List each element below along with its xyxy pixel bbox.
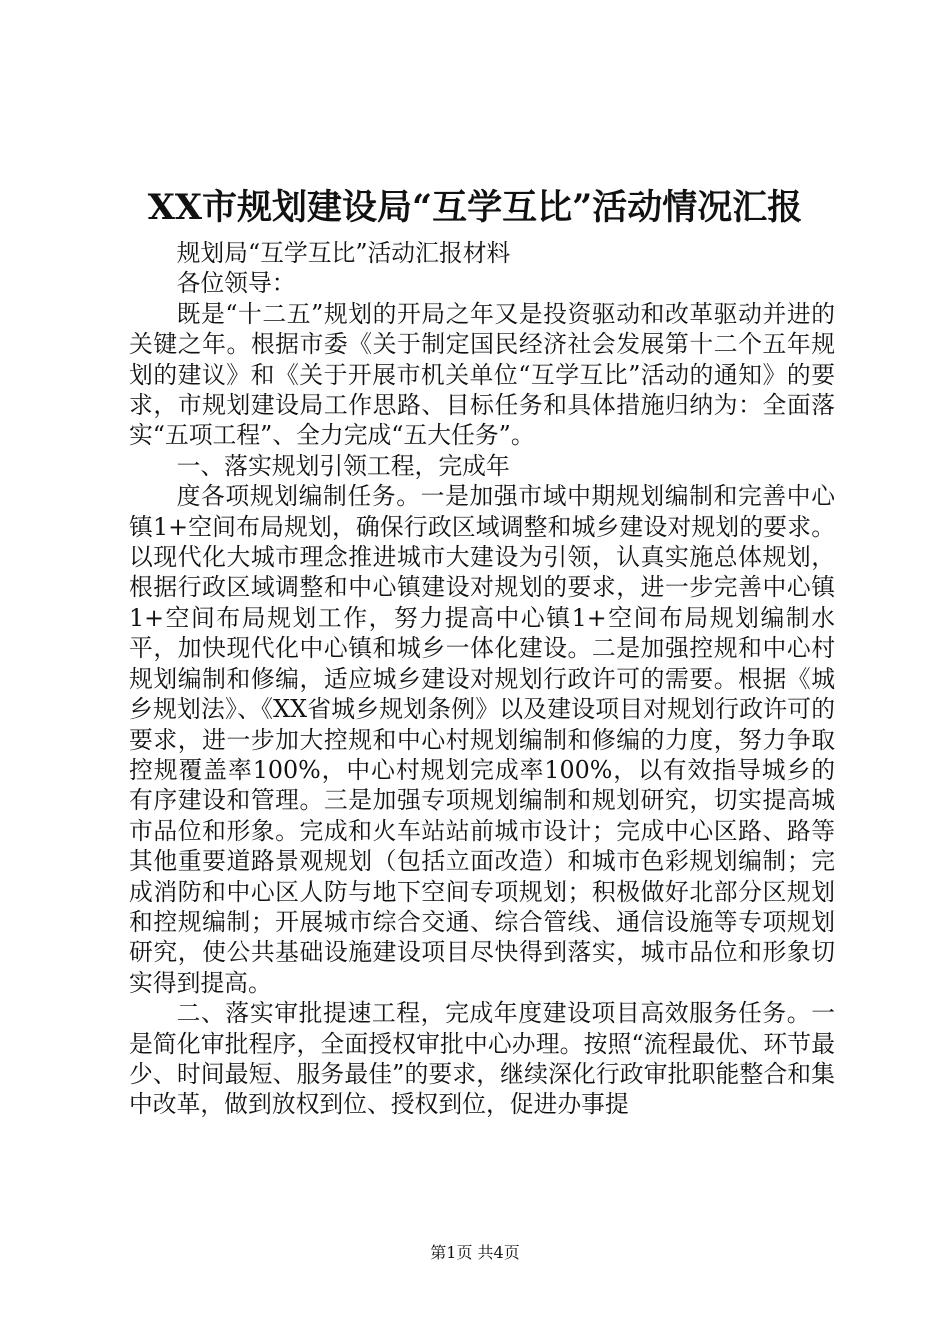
paragraph-section-one-heading: 一、落实规划引领工程，完成年	[176, 451, 510, 480]
document-title: XX市规划建设局“互学互比”活动情况汇报	[147, 187, 803, 228]
page-number-footer: 第1页 共4页	[430, 1243, 520, 1262]
paragraph-salutation: 各位领导：	[176, 269, 296, 298]
document-body	[129, 238, 835, 1120]
paragraph-subtitle: 规划局“互学互比”活动汇报材料	[176, 239, 511, 267]
paragraph-section-two: 二、落实审批提速工程，完成年度建设项目高效服务任务。一是简化审批程序，全面授权审批中心办理。按照“流程最优、环节最少、时间最短、服务最佳”的要求，继续深化行政审批职能整合和集中改革，做到放权到位、授权到位，促进办事提	[129, 999, 835, 1119]
paragraph-section-one-body: 度各项规划编制任务。一是加强市域中期规划编制和完善中心镇1+空间布局规划，确保行政区域调整和城乡建设对规划的要求。以现代化大城市理念推进城市大建设为引领，认真实施总体规划，根据行政区域调整和中心镇建设对规划的要求，进一步完善中心镇1+空间布局规划工作，努力提高中心镇1+空间布局规划编制水平，加快现代化中心镇和城乡一体化建设。二是加强控规和中心村规划编制和修编，适应城乡建设对规划行政许可的需要。根据《城乡规划法》、《XX省城乡规划条例》以及建设项目对规划行政许可的要求，进一步加大控规和中心村规划编制和修编的力度，努力争取控规覆盖率100%，中心村规划完成率100%，以有效指导城乡的有序建设和管理。三是加强专项规划编制和规划研究，切实提高城市品位和形象。完成和火车站站前城市设计；完成中心区路、路等其他重要道路景观规划（包括立面改造）和城市色彩规划编制；完成消防和中心区人防与地下空间专项规划；积极做好北部分区规划和控规编制；开展城市综合交通、综合管线、通信设施等专项规划研究，使公共基础设施建设项目尽快得到落实，城市品位和形象切实得到提高。	[129, 482, 835, 997]
paragraph-intro: 既是“十二五”规划的开局之年又是投资驱动和改革驱动并进的关键之年。根据市委《关于制定国民经济社会发展第十二个五年规划的建议》和《关于开展市机关单位“互学互比”活动的通知》的要求，市规划建设局工作思路、目标任务和具体措施归纳为：全面落实“五项工程”、全力完成“五大任务”。	[129, 299, 835, 450]
